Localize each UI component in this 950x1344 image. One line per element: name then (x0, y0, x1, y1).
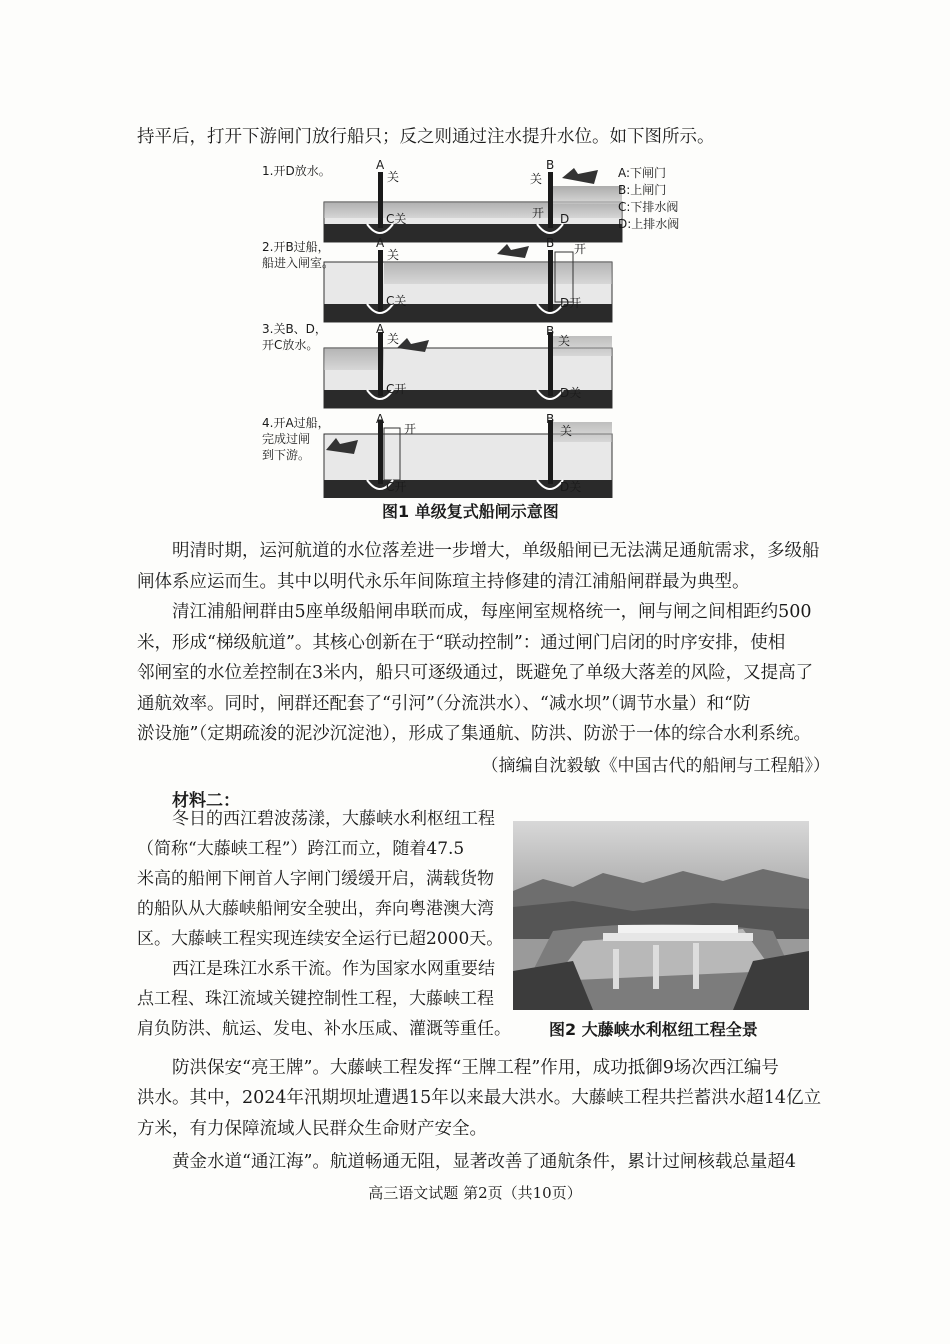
gate-b-label: B (546, 324, 555, 338)
step-2-text: 2.开B过船， (262, 240, 330, 254)
material-2-text (137, 804, 511, 1044)
step-4-text: 4.开A过船， (262, 416, 330, 430)
gate-a-label: A (376, 236, 385, 250)
gate-b-state: 关 (558, 334, 571, 348)
valve-d-label: D (560, 212, 570, 226)
step-3-text: 3.关B、D， (262, 322, 327, 336)
gate-a-state: 关 (387, 332, 400, 346)
gate-b-state: 关 (530, 172, 543, 186)
para1-line: 明清时期，运河航道的水位落差进一步增大，单级船闸已无法满足通航需求，多级船 (172, 541, 820, 561)
wrap-line: 米高的船闸下闸首人字闸门缓缓开启，满载货物 (137, 869, 494, 889)
para3-line: 防洪保安“亮王牌”。大藤峡工程发挥“王牌工程”作用，成功抵御9场次西江编号 (172, 1058, 779, 1078)
legend-item: C:下排水阀 (618, 200, 679, 214)
para4-line: 黄金水道“通江海”。航道畅通无阻，显著改善了通航条件，累计过闸核载总量超4 (172, 1152, 797, 1172)
gate-a-label: A (376, 412, 385, 426)
wrap-line: 区。大藤峡工程实现连续安全运行已超2000天。 (137, 929, 504, 949)
gate-b-label: B (546, 236, 555, 250)
para3-line: 方米，有力保障流域人民群众生命财产安全。 (137, 1119, 487, 1139)
gate-b-label: B (546, 412, 555, 426)
legend-item: D:上排水阀 (618, 217, 680, 231)
valve-c-label: C开 (386, 382, 407, 396)
wrap-line: 西江是珠江水系干流。作为国家水网重要结 (172, 959, 495, 979)
wrap-line: 冬日的西江碧波荡漾，大藤峡水利枢纽工程 (172, 809, 495, 829)
para2-line: 米，形成“梯级航道”。其核心创新在于“联动控制”：通过闸门启闭的时序安排，使相 (137, 633, 786, 653)
para2-line: 通航效率。同时，闸群还配套了“引河”（分流洪水）、“减水坝”（调节水量）和“防 (137, 694, 751, 714)
wrap-line: （简称“大藤峡工程”）跨江而立，随着47.5 (137, 839, 465, 859)
para3-line: 洪水。其中，2024年汛期坝址遭遇15年以来最大洪水。大藤峡工程共拦蓄洪水超14亿立 (137, 1088, 822, 1108)
dam-photo (513, 821, 809, 1010)
gate-a-label: A (376, 158, 385, 172)
para2-line: 清江浦船闸群由5座单级船闸串联而成，每座闸室规格统一，闸与闸之间相距约500 (172, 602, 812, 622)
step-2-text: 船进入闸室。 (262, 256, 335, 270)
step-4-text: 到下游。 (262, 448, 311, 462)
gate-a-state: 关 (387, 248, 400, 262)
valve-c-label: C开 (386, 480, 407, 494)
valve-d-label: D关 (560, 480, 582, 494)
para1-line: 闸体系应运而生。其中以明代永乐年间陈瑄主持修建的清江浦船闸群最为典型。 (137, 572, 750, 592)
valve-d-extra: 开 (532, 206, 545, 220)
gate-a-label: A (376, 322, 385, 336)
para2-line: 邻闸室的水位差控制在3米内，船只可逐级通过，既避免了单级大落差的风险，又提高了 (137, 663, 814, 683)
top-line: 持平后，打开下游闸门放行船只；反之则通过注水提升水位。如下图所示。 (137, 127, 715, 147)
wrap-line: 点工程、珠江流域关键控制性工程，大藤峡工程 (137, 989, 494, 1009)
gate-b-state: 开 (574, 242, 587, 256)
source-citation: （摘编自沈毅敏《中国古代的船闸与工程船》） (481, 756, 830, 776)
step-4-text: 完成过闸 (262, 432, 311, 446)
material-2-title: 材料二： (172, 791, 240, 811)
legend-item: B:上闸门 (618, 183, 667, 197)
step-1-text: 1.开D放水。 (262, 164, 331, 178)
gate-a-state: 开 (404, 422, 417, 436)
step-3-text: 开C放水。 (262, 338, 319, 352)
valve-c-label: C关 (386, 294, 407, 308)
figure-1 (262, 158, 692, 498)
gate-b-state: 关 (560, 424, 573, 438)
panel-1 (324, 168, 622, 242)
figure-1-caption: 图1 单级复式船闸示意图 (382, 502, 559, 521)
figure-2-caption: 图2 大藤峡水利枢纽工程全景 (549, 1020, 758, 1039)
page-footer: 高三语文试题 第2页（共10页） (368, 1184, 582, 1202)
valve-c-label: C关 (386, 212, 407, 226)
wrap-line: 的船队从大藤峡船闸安全驶出，奔向粤港澳大湾 (137, 899, 494, 919)
wrap-line: 肩负防洪、航运、发电、补水压咸、灌溉等重任。 (137, 1019, 511, 1039)
valve-d-label: D开 (560, 296, 582, 310)
gate-b-label: B (546, 158, 555, 172)
para2-line: 淤设施”（定期疏浚的泥沙沉淀池），形成了集通航、防洪、防淤于一体的综合水利系统。 (137, 724, 811, 744)
legend-item: A:下闸门 (618, 166, 667, 180)
valve-d-label: D关 (560, 386, 582, 400)
gate-a-state: 关 (387, 170, 400, 184)
